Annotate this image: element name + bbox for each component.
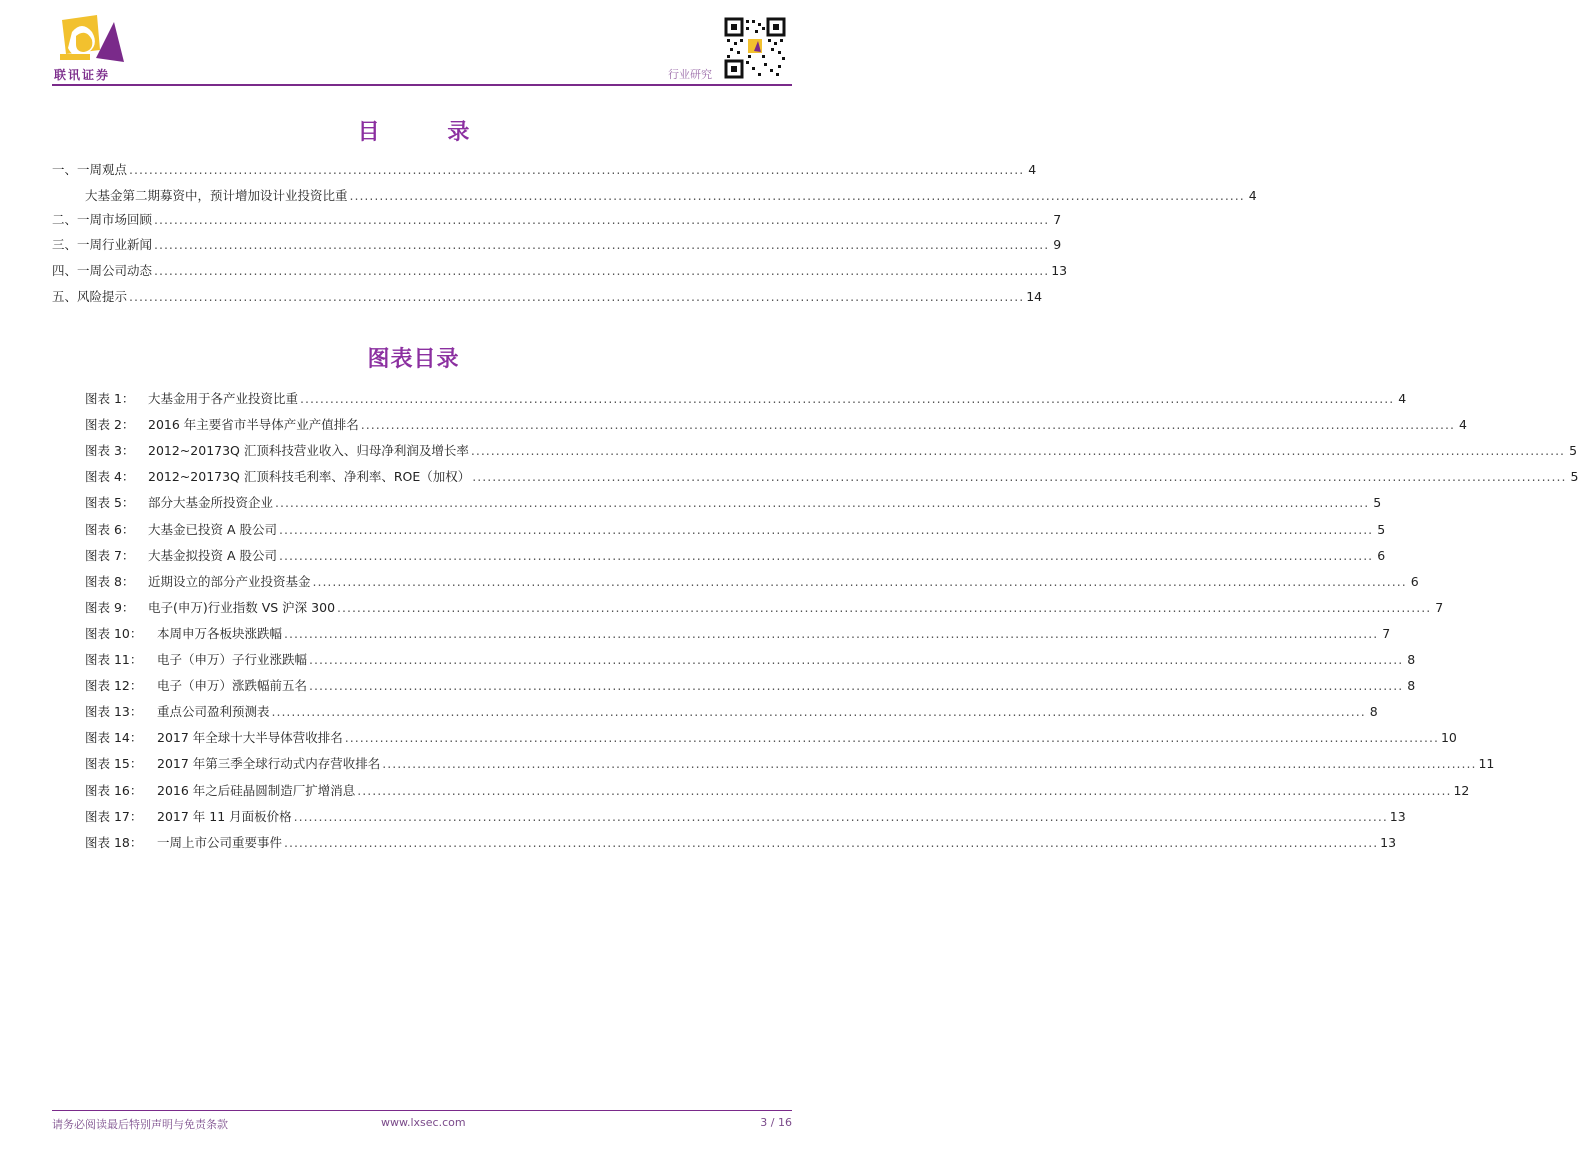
figure-entry-caption: 重点公司盈利预测表 bbox=[157, 704, 270, 719]
figure-entry-label bbox=[85, 756, 380, 772]
figure-entry[interactable] bbox=[85, 417, 1467, 433]
figure-entry-label bbox=[85, 574, 311, 590]
figure-entry-label bbox=[85, 417, 359, 433]
toc-entry[interactable] bbox=[52, 289, 1043, 305]
leader-dots: ............................................................................................................................................................................................................................ bbox=[275, 495, 1370, 510]
toc-entry-label: 五、风险提示 bbox=[52, 289, 128, 304]
figure-entry-number: 图表 14： bbox=[85, 730, 143, 745]
toc-title: 目 录 bbox=[357, 120, 500, 145]
figure-entry-caption: 2016 年主要省市半导体产业产值排名 bbox=[148, 417, 359, 432]
figure-entry[interactable] bbox=[85, 391, 1407, 407]
figure-entry-label bbox=[85, 835, 282, 851]
figure-entry-number: 图表 16： bbox=[85, 783, 143, 798]
toc-entry[interactable] bbox=[85, 188, 1257, 204]
figure-entry[interactable] bbox=[85, 756, 1495, 772]
figure-entry[interactable] bbox=[85, 495, 1382, 511]
figure-entry-label bbox=[85, 652, 307, 668]
figure-entry-caption: 电子(申万)行业指数 VS 沪深 300 bbox=[148, 600, 336, 615]
figure-entry-number: 图表 10： bbox=[85, 626, 143, 641]
figure-entry-label bbox=[85, 391, 298, 407]
figure-entry-label bbox=[85, 495, 273, 511]
figure-entry-number: 图表 5： bbox=[85, 495, 135, 510]
toc-entry-label: 一、一周观点 bbox=[52, 162, 128, 177]
figure-entry-caption: 2012~20173Q 汇顶科技毛利率、净利率、ROE（加权） bbox=[148, 469, 471, 484]
toc-entry-page: 13 bbox=[1051, 263, 1068, 278]
figure-entry-caption: 2016 年之后硅晶圆制造厂扩增消息 bbox=[157, 783, 356, 798]
figure-entry[interactable] bbox=[85, 600, 1444, 616]
leader-dots: ............................................................................................................................................................................................................................ bbox=[382, 756, 1477, 771]
figure-entry-caption: 近期设立的部分产业投资基金 bbox=[148, 574, 311, 589]
leader-dots: .................................................................................................................................................................................... bbox=[129, 162, 1025, 177]
figure-entry[interactable] bbox=[85, 626, 1391, 642]
figure-entry-page: 7 bbox=[1382, 626, 1391, 641]
figure-entry-caption: 本周申万各板块涨跌幅 bbox=[157, 626, 283, 641]
figure-entry-page: 5 bbox=[1373, 495, 1382, 510]
figure-entry-number: 图表 12： bbox=[85, 678, 143, 693]
toc-entry[interactable] bbox=[52, 263, 1068, 279]
footer-disclaimer: 请务必阅读最后特别声明与免责条款 bbox=[52, 1118, 228, 1131]
toc-entry-page: 4 bbox=[1028, 162, 1037, 177]
figure-entry-number: 图表 13： bbox=[85, 704, 143, 719]
leader-dots: ............................................................................................................................................................................................................................ bbox=[309, 678, 1404, 693]
figure-entry-page: 8 bbox=[1407, 652, 1416, 667]
figure-entry[interactable] bbox=[85, 678, 1416, 694]
figure-entry-label bbox=[85, 783, 355, 799]
figure-entry-page: 8 bbox=[1369, 704, 1378, 719]
figure-entry[interactable] bbox=[85, 548, 1386, 564]
figure-entry[interactable] bbox=[85, 835, 1397, 851]
leader-dots: .................................................................................................................................................................................... bbox=[129, 289, 1025, 304]
leader-dots: .................................................................................................................................................................................... bbox=[154, 237, 1050, 252]
figure-entry-page: 10 bbox=[1440, 730, 1457, 745]
toc-entry-page: 9 bbox=[1053, 237, 1062, 252]
figure-entry-caption: 大基金拟投资 A 股公司 bbox=[148, 548, 277, 563]
figure-entry[interactable] bbox=[85, 574, 1419, 590]
toc-entry-label: 三、一周行业新闻 bbox=[52, 237, 153, 252]
figure-entry-label bbox=[85, 809, 292, 825]
figure-entry-label bbox=[85, 469, 470, 485]
toc-entry[interactable] bbox=[52, 237, 1062, 253]
figure-entry-page: 12 bbox=[1453, 783, 1470, 798]
figure-entry-page: 6 bbox=[1377, 548, 1386, 563]
figure-entry-caption: 2017 年 11 月面板价格 bbox=[157, 809, 292, 824]
leader-dots: ............................................................................................................................................................................................................................ bbox=[472, 469, 1567, 484]
figure-entry-page: 7 bbox=[1435, 600, 1444, 615]
figure-entry[interactable] bbox=[85, 809, 1406, 825]
figure-entry-number: 图表 2： bbox=[85, 417, 135, 432]
leader-dots: ............................................................................................................................................................................................................................ bbox=[357, 783, 1452, 798]
figure-entry[interactable] bbox=[85, 704, 1378, 720]
figure-entry[interactable] bbox=[85, 469, 1578, 485]
figure-entry[interactable] bbox=[85, 783, 1470, 799]
figure-entry-label bbox=[85, 522, 277, 538]
toc-entry-label: 大基金第二期募资中，预计增加设计业投资比重 bbox=[85, 188, 348, 203]
page-header bbox=[0, 0, 827, 92]
leader-dots: .................................................................................................................................................................................... bbox=[349, 188, 1245, 203]
company-name: 联讯证券 bbox=[54, 68, 111, 82]
figure-entry-page: 4 bbox=[1398, 391, 1407, 406]
figure-entry-number: 图表 15： bbox=[85, 756, 143, 771]
figure-entry-number: 图表 17： bbox=[85, 809, 143, 824]
leader-dots: ............................................................................................................................................................................................................................ bbox=[293, 809, 1388, 824]
figure-entry-page: 13 bbox=[1380, 835, 1397, 850]
figure-entry-label bbox=[85, 443, 469, 459]
toc-entry[interactable] bbox=[52, 162, 1037, 178]
figure-entry-number: 图表 7： bbox=[85, 548, 135, 563]
leader-dots: ............................................................................................................................................................................................................................ bbox=[279, 522, 1374, 537]
leader-dots: .................................................................................................................................................................................... bbox=[154, 212, 1050, 227]
figure-entry-label bbox=[85, 730, 343, 746]
leader-dots: ............................................................................................................................................................................................................................ bbox=[284, 626, 1379, 641]
leader-dots: ............................................................................................................................................................................................................................ bbox=[271, 704, 1366, 719]
figure-entry-label bbox=[85, 704, 270, 720]
figure-entry-caption: 2012~20173Q 汇顶科技营业收入、归母净利润及增长率 bbox=[148, 443, 469, 458]
qr-code-icon bbox=[724, 17, 786, 79]
figure-entry-page: 5 bbox=[1377, 522, 1386, 537]
figure-entry-number: 图表 1： bbox=[85, 391, 135, 406]
figure-entry-label bbox=[85, 600, 335, 616]
figure-entry-caption: 2017 年全球十大半导体营收排名 bbox=[157, 730, 343, 745]
figure-entry-label bbox=[85, 678, 307, 694]
figure-entry[interactable] bbox=[85, 522, 1386, 538]
leader-dots: ............................................................................................................................................................................................................................ bbox=[470, 443, 1566, 458]
leader-dots: ............................................................................................................................................................................................................................ bbox=[309, 652, 1404, 667]
figure-entry-label bbox=[85, 548, 277, 564]
figure-entry-number: 图表 3： bbox=[85, 443, 135, 458]
figure-entry-page: 13 bbox=[1389, 809, 1406, 824]
figure-entry-number: 图表 18： bbox=[85, 835, 143, 850]
figure-entry-page: 11 bbox=[1478, 756, 1495, 771]
figure-entry-page: 6 bbox=[1410, 574, 1419, 589]
figure-entry[interactable] bbox=[85, 652, 1416, 668]
figure-entry-caption: 一周上市公司重要事件 bbox=[157, 835, 283, 850]
figure-entry-caption: 2017 年第三季全球行动式内存营收排名 bbox=[157, 756, 381, 771]
report-type-tag: 行业研究 bbox=[668, 68, 712, 81]
leader-dots: ............................................................................................................................................................................................................................ bbox=[284, 835, 1379, 850]
leader-dots: ............................................................................................................................................................................................................................ bbox=[300, 391, 1395, 406]
toc-entry[interactable] bbox=[52, 212, 1062, 228]
figure-list-title: 图表目录 bbox=[367, 347, 460, 372]
figure-entry-caption: 部分大基金所投资企业 bbox=[148, 495, 274, 510]
figure-entry-number: 图表 11： bbox=[85, 652, 143, 667]
leader-dots: ............................................................................................................................................................................................................................ bbox=[337, 600, 1432, 615]
leader-dots: ............................................................................................................................................................................................................................ bbox=[279, 548, 1374, 563]
figure-entry-label bbox=[85, 626, 282, 642]
figure-entry-page: 5 bbox=[1570, 469, 1578, 484]
leader-dots: ............................................................................................................................................................................................................................ bbox=[312, 574, 1407, 589]
leader-dots: ............................................................................................................................................................................................................................ bbox=[344, 730, 1439, 745]
figure-entry-page: 5 bbox=[1569, 443, 1578, 458]
toc-entry-label: 二、一周市场回顾 bbox=[52, 212, 153, 227]
figure-entry-caption: 大基金已投资 A 股公司 bbox=[148, 522, 277, 537]
header-divider bbox=[52, 84, 792, 86]
toc-entry-page: 14 bbox=[1026, 289, 1043, 304]
figure-entry-number: 图表 8： bbox=[85, 574, 135, 589]
figure-entry-page: 4 bbox=[1459, 417, 1467, 432]
figure-entry-number: 图表 6： bbox=[85, 522, 135, 537]
footer-page-indicator: 3 / 16 bbox=[760, 1116, 792, 1129]
figure-entry[interactable] bbox=[85, 443, 1578, 459]
toc-entry-page: 4 bbox=[1248, 188, 1257, 203]
figure-entry-number: 图表 9： bbox=[85, 600, 135, 615]
figure-entry[interactable] bbox=[85, 730, 1457, 746]
leader-dots: ............................................................................................................................................................................................................................ bbox=[360, 417, 1455, 432]
figure-entry-caption: 电子（申万）涨跌幅前五名 bbox=[157, 678, 308, 693]
figure-entry-number: 图表 4： bbox=[85, 469, 135, 484]
toc-entry-page: 7 bbox=[1053, 212, 1062, 227]
figure-entry-caption: 大基金用于各产业投资比重 bbox=[148, 391, 299, 406]
toc-entry-label: 四、一周公司动态 bbox=[52, 263, 153, 278]
leader-dots: .................................................................................................................................................................................... bbox=[154, 263, 1050, 278]
figure-entry-caption: 电子（申万）子行业涨跌幅 bbox=[157, 652, 308, 667]
footer-divider bbox=[52, 1110, 792, 1111]
figure-entry-page: 8 bbox=[1407, 678, 1416, 693]
footer-website[interactable]: www.lxsec.com bbox=[381, 1116, 466, 1129]
